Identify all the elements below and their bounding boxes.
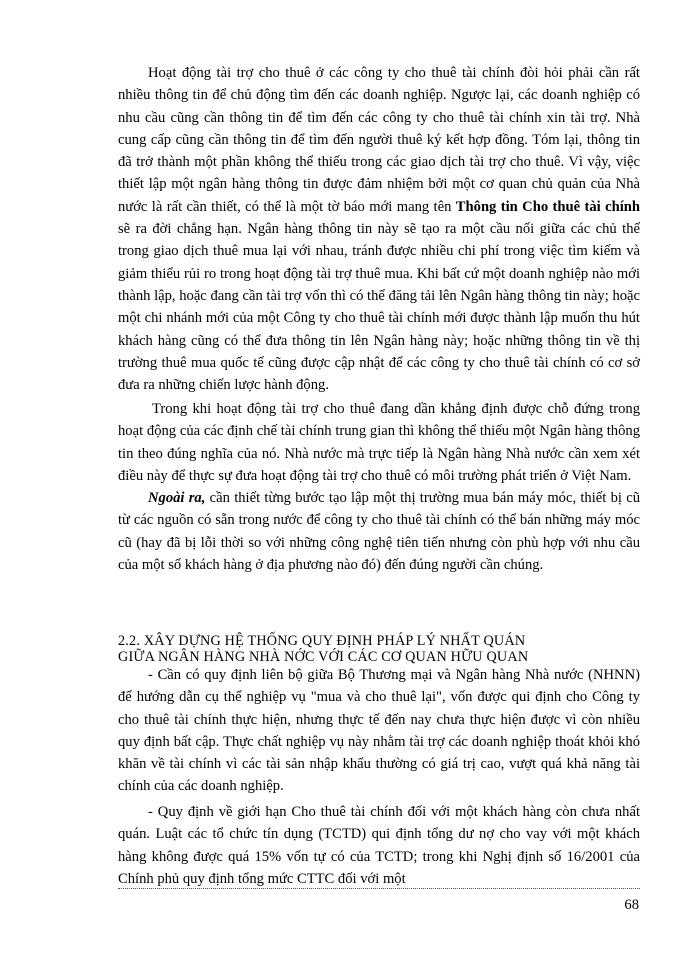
paragraph-used-machinery — [118, 487, 640, 576]
footer-divider — [118, 888, 640, 889]
paragraph-text-rest: sẽ ra đời chẳng hạn. Ngân hàng thông tin này sẽ tạo ra một cầu nối giữa các chủ thể trong giao dịch thuê mua lại với nhau, tránh được nhiều chi phí trong việc tìm kiếm và giảm thiểu rủi ro trong hoạt động tài trợ thuê mua. Khi bất cứ một doanh nghiệp nào mới thành lập, hoặc đang cần tài trợ vốn thì có thể đăng tải lên Ngân hàng thông tin này; hoặc một chi nhánh mới của một Công ty cho thuê tài chính mới được thành lập muốn thu hút khách hàng cũng có thể đưa thông tin lên Ngân hàng này; hoặc những thông tin về thị trường thuê mua quốc tế cũng được cập nhật để các công ty cho thuê tài chính có cơ sở đưa ra những chiến lược hành động. — [118, 221, 640, 394]
paragraph-text: Hoạt động tài trợ cho thuê ở các công ty cho thuê tài chính đòi hỏi phải cần rất nhiều thông tin để chủ động tìm đến các doanh nghiệp. Ngược lại, các doanh nghiệp có nhu cầu cũng cần thông tin để tìm đến các công ty cho thuê tài chính xin tài trợ. Nhà cung cấp cũng cần thông tin để tìm đến người thuê ký kết hợp đồng. Tóm lại, thông tin đã trở thành một phần không thể thiếu trong các giao dịch tài trợ cho thuê. Vì vậy, việc thiết lập một ngân hàng thông tin được đảm nhiệm bởi một cơ quan chủ quản của Nhà nước là rất cần thiết, có thể là một tờ báo mới mang tên — [118, 65, 640, 215]
paragraph-interministerial-regulation: - Cần có quy định liên bộ giữa Bộ Thương mại và Ngân hàng Nhà nước (NHNN) để hướng dẫn cụ thể nghiệp vụ "mua và cho thuê lại", vốn được qui định cho Công ty cho thuê tài chính thực hiện, nhưng thực tế đến nay chưa thực hiện được vì còn nhiều quy định bất cập. Thực chất nghiệp vụ này nhằm tài trợ các doanh nghiệp thoát khỏi khó khăn về tài chính vì các tài sản nhập khẩu thường có giá trị cao, vượt quá khả năng tài chính của các doanh nghiệp. — [118, 667, 640, 795]
bold-italic-lead: Ngoài ra, — [148, 490, 206, 506]
paragraph-information-bank — [118, 62, 640, 396]
page-number: 68 — [624, 897, 639, 913]
paragraph-text: cần thiết từng bước tạo lập một thị trường mua bán máy móc, thiết bị cũ từ các nguồn có sẵn trong nước để công ty cho thuê tài chính có thể bán những máy móc cũ (hay đã bị lỗi thời so với những công nghệ tiên tiến nhưng còn phù hợp với nhu cầu của một số khách hàng ở địa phương nào đó) đến đúng người cần chúng. — [118, 490, 640, 573]
section-heading-line-2: GIỮA NGÂN HÀNG NHÀ NỚC VỚI CÁC CƠ QUAN HỮU QUAN — [118, 649, 529, 665]
paragraph-state-bank: Trong khi hoạt động tài trợ cho thuê đang dần khẳng định được chỗ đứng trong hoạt động của các định chế tài chính trung gian thì không thể thiếu một Ngân hàng thông tin theo đúng nghĩa của nó. Nhà nước mà trực tiếp là Ngân hàng Nhà nước cần xem xét điều này để thực sự đưa hoạt động tài trợ cho thuê có môi trường phát triển ở Việt Nam. — [118, 401, 640, 484]
section-heading — [118, 633, 640, 665]
bold-newspaper-title: Thông tin Cho thuê tài chính — [455, 198, 640, 215]
section-heading-line-1: 2.2. XÂY DỰNG HỆ THỐNG QUY ĐỊNH PHÁP LÝ NHẤT QUÁN — [118, 633, 526, 649]
paragraph-leasing-limit: - Quy định về giới hạn Cho thuê tài chính đối với một khách hàng còn chưa nhất quán. Luật các tổ chức tín dụng (TCTD) qui định tổng dư nợ cho vay với một khách hàng không được quá 15% vốn tự có của TCTD; trong khi Nghị định số 16/2001 của Chính phủ quy định tổng mức CTTC đối với một — [118, 804, 640, 887]
